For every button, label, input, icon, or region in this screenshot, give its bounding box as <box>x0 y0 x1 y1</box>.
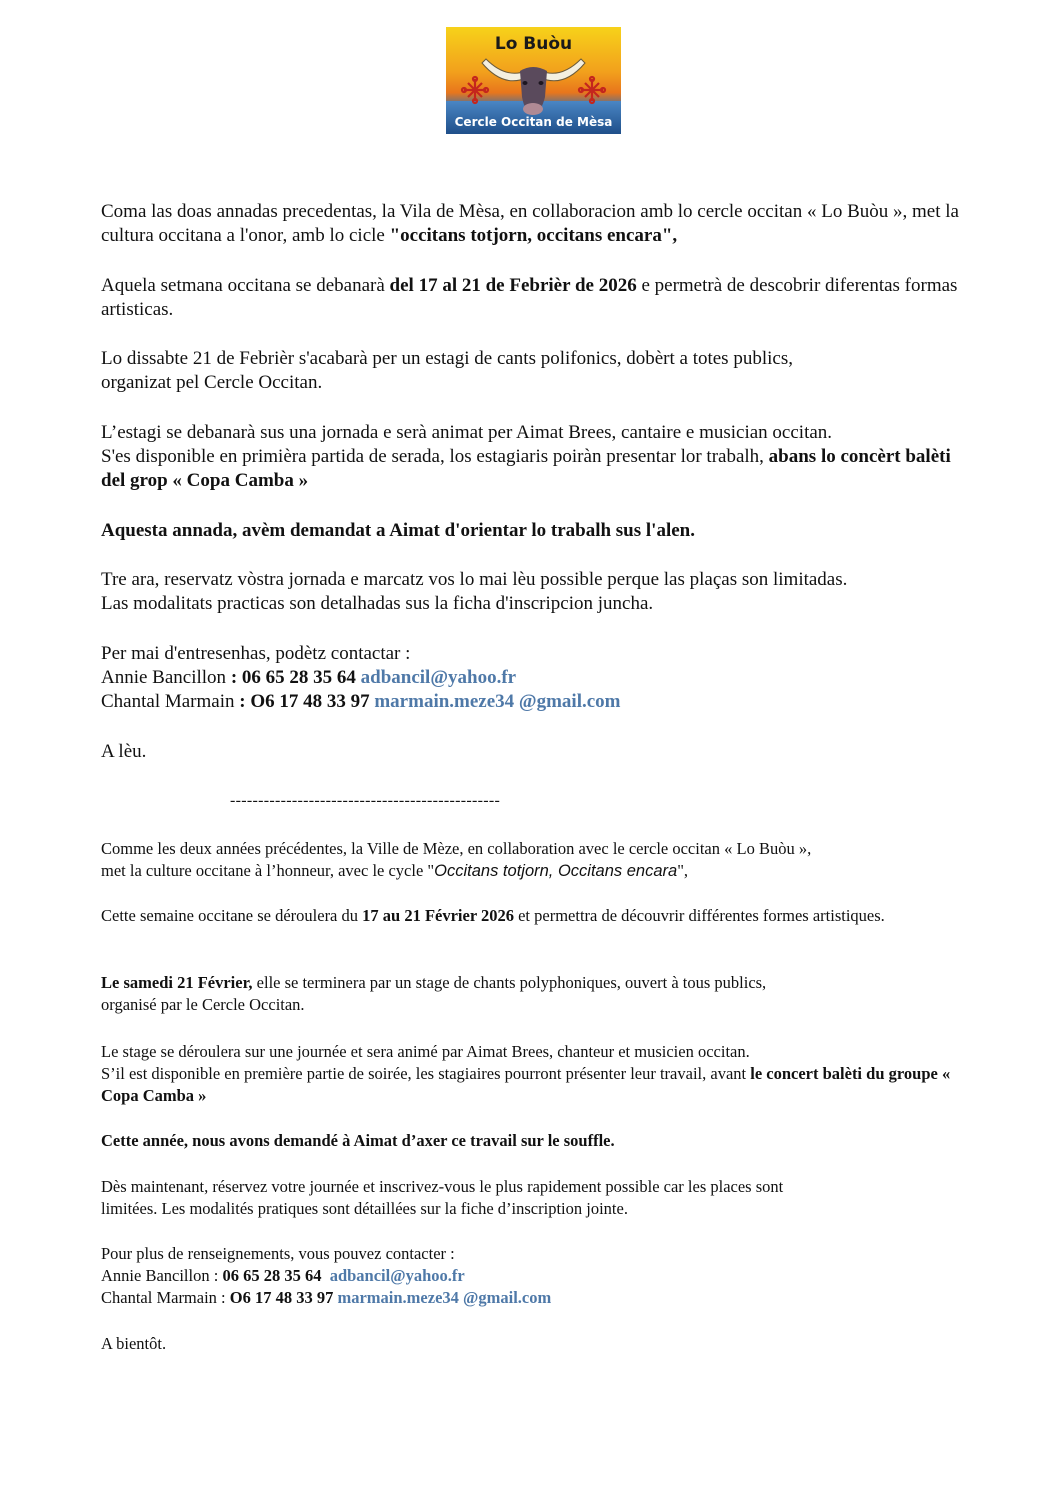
oc-p6-line2: Las modalitats practicas son detalhadas sus la ficha d'inscripcion juncha. <box>101 593 654 614</box>
oc-p3-line1: Lo dissabte 21 de Febrièr s'acabarà per un estagi de cants polifonics, dobèrt a totes publics, <box>101 348 793 369</box>
oc-contact-email-1[interactable]: adbancil@yahoo.fr <box>360 667 517 688</box>
fr-p6-line2: limitées. Les modalités pratiques sont détaillées sur la fiche d’inscription jointe. <box>101 1199 628 1218</box>
fr-p1-line2: met la culture occitane à l’honneur, avec le cycle " <box>101 861 435 880</box>
logo-subtitle: Cercle Occitan de Mèsa <box>454 115 613 129</box>
fr-paragraph-5: Cette année, nous avons demandé à Aimat d’axer ce travail sur le souffle. <box>101 1131 615 1150</box>
oc-p4-line2: S'es disponible en primièra partida de serada, los estagiaris poiràn presentar lor trabalh, <box>101 446 769 467</box>
oc-p2-after: e permetrà de descobrir diferentas formas artisticas. <box>101 275 958 320</box>
fr-paragraph-4 <box>101 1041 961 1107</box>
oc-p4-concert: abans lo concèrt balèti del grop « Copa Camba » <box>101 446 951 491</box>
logo-title: Lo Buòu <box>494 34 573 54</box>
oc-p2-before: Aquela setmana occitana se debanarà <box>101 275 390 296</box>
oc-paragraph-5: Aquesta annada, avèm demandat a Aimat d'orientar lo trabalh sus l'alen. <box>101 520 695 541</box>
oc-closing: A lèu. <box>101 741 147 762</box>
fr-contact-name-2: Chantal Marmain : <box>101 1288 230 1307</box>
fr-p2-dates: 17 au 21 Février 2026 <box>362 906 514 925</box>
fr-paragraph-3 <box>101 972 961 1016</box>
oc-contact <box>101 642 961 714</box>
fr-contact-email-2[interactable]: marmain.meze34 @gmail.com <box>337 1288 552 1307</box>
fr-p1-line1: Comme les deux années précédentes, la Ville de Mèze, en collaboration avec le cercle occitan « Lo Buòu », <box>101 839 812 858</box>
oc-p1-text: Coma las doas annadas precedentas, la Vila de Mèsa, en collaboracion amb lo cercle occitan « Lo Buòu », met la cultura occitana a l'onor, amb lo cicle <box>101 201 959 246</box>
oc-paragraph-4 <box>101 421 961 493</box>
oc-p2-dates: del 17 al 21 de Febrièr de 2026 <box>389 275 637 296</box>
fr-p3-date: Le samedi 21 Février, <box>101 973 253 992</box>
fr-paragraph-6 <box>101 1176 961 1220</box>
oc-p4-line1: L’estagi se debanarà sus una jornada e serà animat per Aimat Brees, cantaire e musician occitan. <box>101 422 833 443</box>
oc-paragraph-1 <box>101 200 961 248</box>
oc-contact-name-1: Annie Bancillon <box>101 667 227 688</box>
fr-p4-concert: le concert balèti du groupe « Copa Camba » <box>101 1064 951 1105</box>
oc-paragraph-3 <box>101 347 961 395</box>
oc-p6-line1: Tre ara, reservatz vòstra jornada e marcatz vos lo mai lèu possible perque las plaças son limitadas. <box>101 569 848 590</box>
fr-contact-phone-2: O6 17 48 33 97 <box>229 1288 334 1307</box>
oc-p3-line2: organizat pel Cercle Occitan. <box>101 372 323 393</box>
oc-contact-name-2: Chantal Marmain <box>101 691 235 712</box>
fr-contact-email-1[interactable]: adbancil@yahoo.fr <box>329 1266 465 1285</box>
fr-p3-text: elle se terminera par un stage de chants polyphoniques, ouvert à tous publics, <box>252 973 767 992</box>
fr-p2-after: et permettra de découvrir différentes formes artistiques. <box>513 906 885 925</box>
fr-p2-before: Cette semaine occitane se déroulera du <box>101 906 363 925</box>
fr-p1-cycle: Occitans totjorn, Occitans encara <box>434 862 678 880</box>
oc-contact-phone-2: : O6 17 48 33 97 <box>234 691 370 712</box>
section-separator: ------------------------------------------------ <box>230 792 501 809</box>
oc-contact-email-2[interactable]: marmain.meze34 @gmail.com <box>374 691 621 712</box>
fr-p6-line1: Dès maintenant, réservez votre journée et inscrivez-vous le plus rapidement possible car les places sont <box>101 1177 784 1196</box>
fr-p3-line2: organisé par le Cercle Occitan. <box>101 995 305 1014</box>
fr-contact-name-1: Annie Bancillon : <box>101 1266 223 1285</box>
oc-paragraph-2 <box>101 274 961 322</box>
fr-p1-end: ", <box>677 861 689 880</box>
fr-paragraph-2 <box>101 905 961 927</box>
fr-paragraph-1 <box>101 838 961 882</box>
logo <box>446 27 621 134</box>
fr-contact-phone-1: 06 65 28 35 64 <box>222 1266 322 1285</box>
fr-closing: A bientôt. <box>101 1334 167 1353</box>
fr-p4-line1: Le stage se déroulera sur une journée et sera animé par Aimat Brees, chanteur et musicien occitan. <box>101 1042 750 1061</box>
oc-contact-intro: Per mai d'entresenhas, podètz contactar : <box>101 643 411 664</box>
oc-p1-cycle: "occitans totjorn, occitans encara", <box>389 225 678 246</box>
oc-contact-phone-1: : 06 65 28 35 64 <box>226 667 356 688</box>
fr-contact-intro: Pour plus de renseignements, vous pouvez contacter : <box>101 1244 455 1263</box>
fr-contact <box>101 1243 961 1309</box>
fr-p4-line2: S’il est disponible en première partie de soirée, les stagiaires pourront présenter leur travail, avant <box>101 1064 751 1083</box>
oc-paragraph-6 <box>101 568 961 616</box>
